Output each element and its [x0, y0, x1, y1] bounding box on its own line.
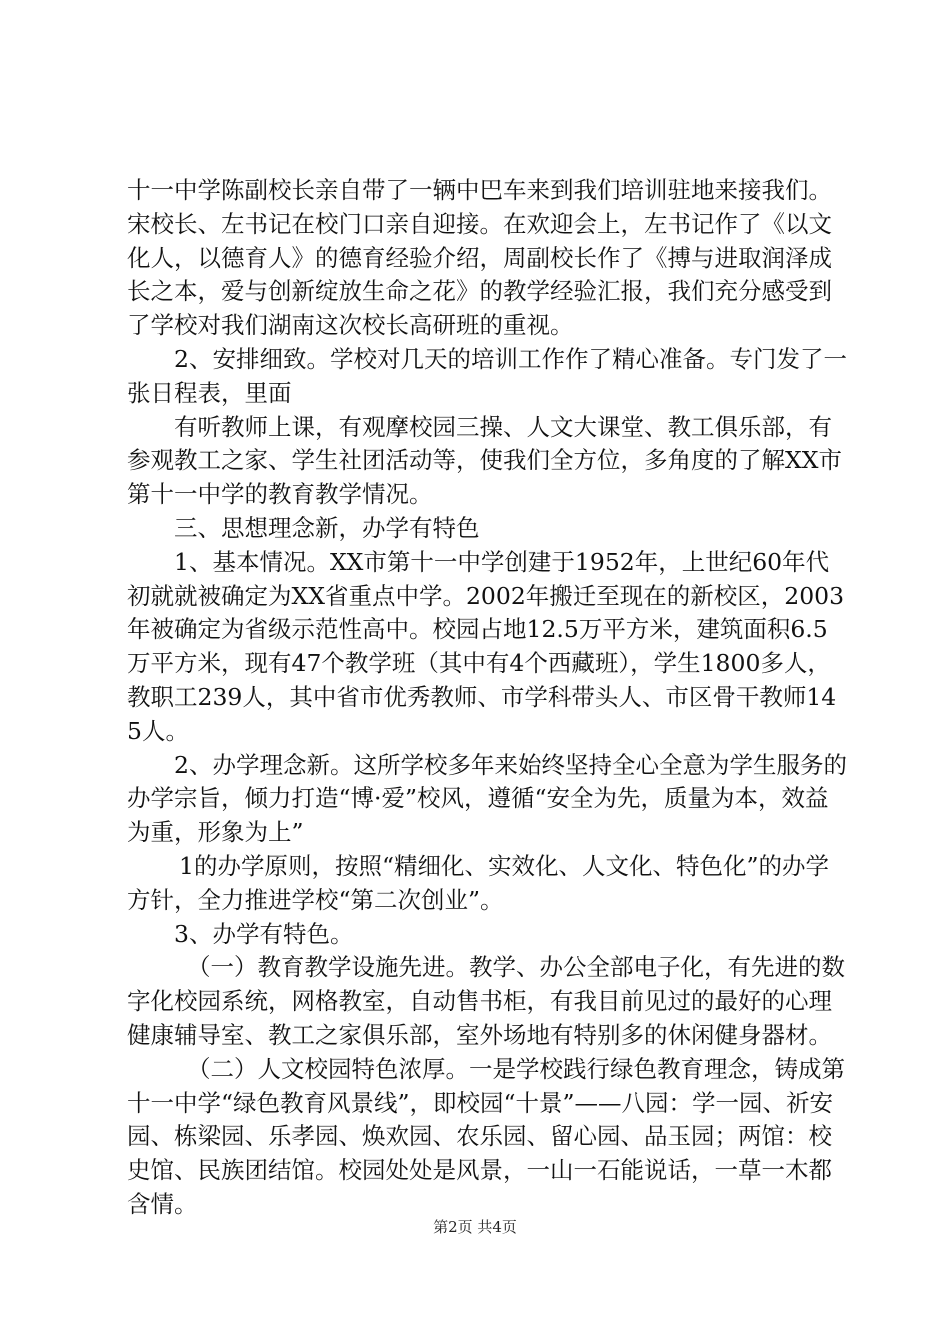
paragraph-features-heading: 3、办学有特色。 — [174, 919, 354, 948]
paragraph-campus-culture: （二）人文校园特色浓厚。一是学校践行绿色教育理念，铸成第十一中学“绿色教育风景线”，即校园“十景”——八园：学一园、祈安园、栋梁园、乐孝园、焕欢园、农乐园、留心园、品玉园；两馆：校史馆、民族团结馆。校园处处是风景，一山一石能说话，一草一木都含情。 — [127, 1054, 845, 1218]
paragraph-philosophy: 2、办学理念新。这所学校多年来始终坚持全心全意为学生服务的办学宗旨，倾力打造“博·爱”校风，遵循“安全为先，质量为本，效益为重，形象为上” — [127, 750, 847, 847]
paragraph-1: 十一中学陈副校长亲自带了一辆中巴车来到我们培训驻地来接我们。宋校长、左书记在校门口亲自迎接。在欢迎会上，左书记作了《以文化人，以德育人》的德育经验介绍，周副校长作了《搏与进取润泽成长之本，爱与创新绽放生命之花》的教学经验汇报，我们充分感受到了学校对我们湖南这次校长高研班的重视。 — [127, 176, 832, 340]
paragraph-facilities: （一）教育教学设施先进。教学、办公全部电子化，有先进的数字化校园系统，网格教室，自动售书柜，有我目前见过的最好的心理健康辅导室、教工之家俱乐部，室外场地有特别多的休闲健身器材。 — [127, 953, 845, 1049]
page-number-footer: 第2页 共4页 — [433, 1218, 517, 1236]
paragraph-3: 有听教师上课，有观摩校园三操、人文大课堂、教工俱乐部，有参观教工之家、学生社团活动等，使我们全方位，多角度的了解XX市第十一中学的教育教学情况。 — [127, 412, 842, 509]
section-heading-3: 三、思想理念新，办学有特色 — [174, 513, 480, 542]
paragraph-principles: 1的办学原则，按照“精细化、实效化、人文化、特色化”的办学方针，全力推进学校“第二次创业”。 — [127, 851, 829, 914]
paragraph-2: 2、安排细致。学校对几天的培训工作作了精心准备。专门发了一张日程表，里面 — [127, 344, 847, 407]
paragraph-basic-info: 1、基本情况。XX市第十一中学创建于1952年，上世纪60年代初就就被确定为XX省重点中学。2002年搬迁至现在的新校区，2003年被确定为省级示范性高中。校园占地12.5万平方米，建筑面积6.5万平方米，现有47个教学班（其中有4个西藏班），学生1800多人，教职工239人，其中省市优秀教师、市学科带头人、市区骨干教师145人。 — [127, 547, 845, 745]
document-body — [127, 174, 847, 1222]
